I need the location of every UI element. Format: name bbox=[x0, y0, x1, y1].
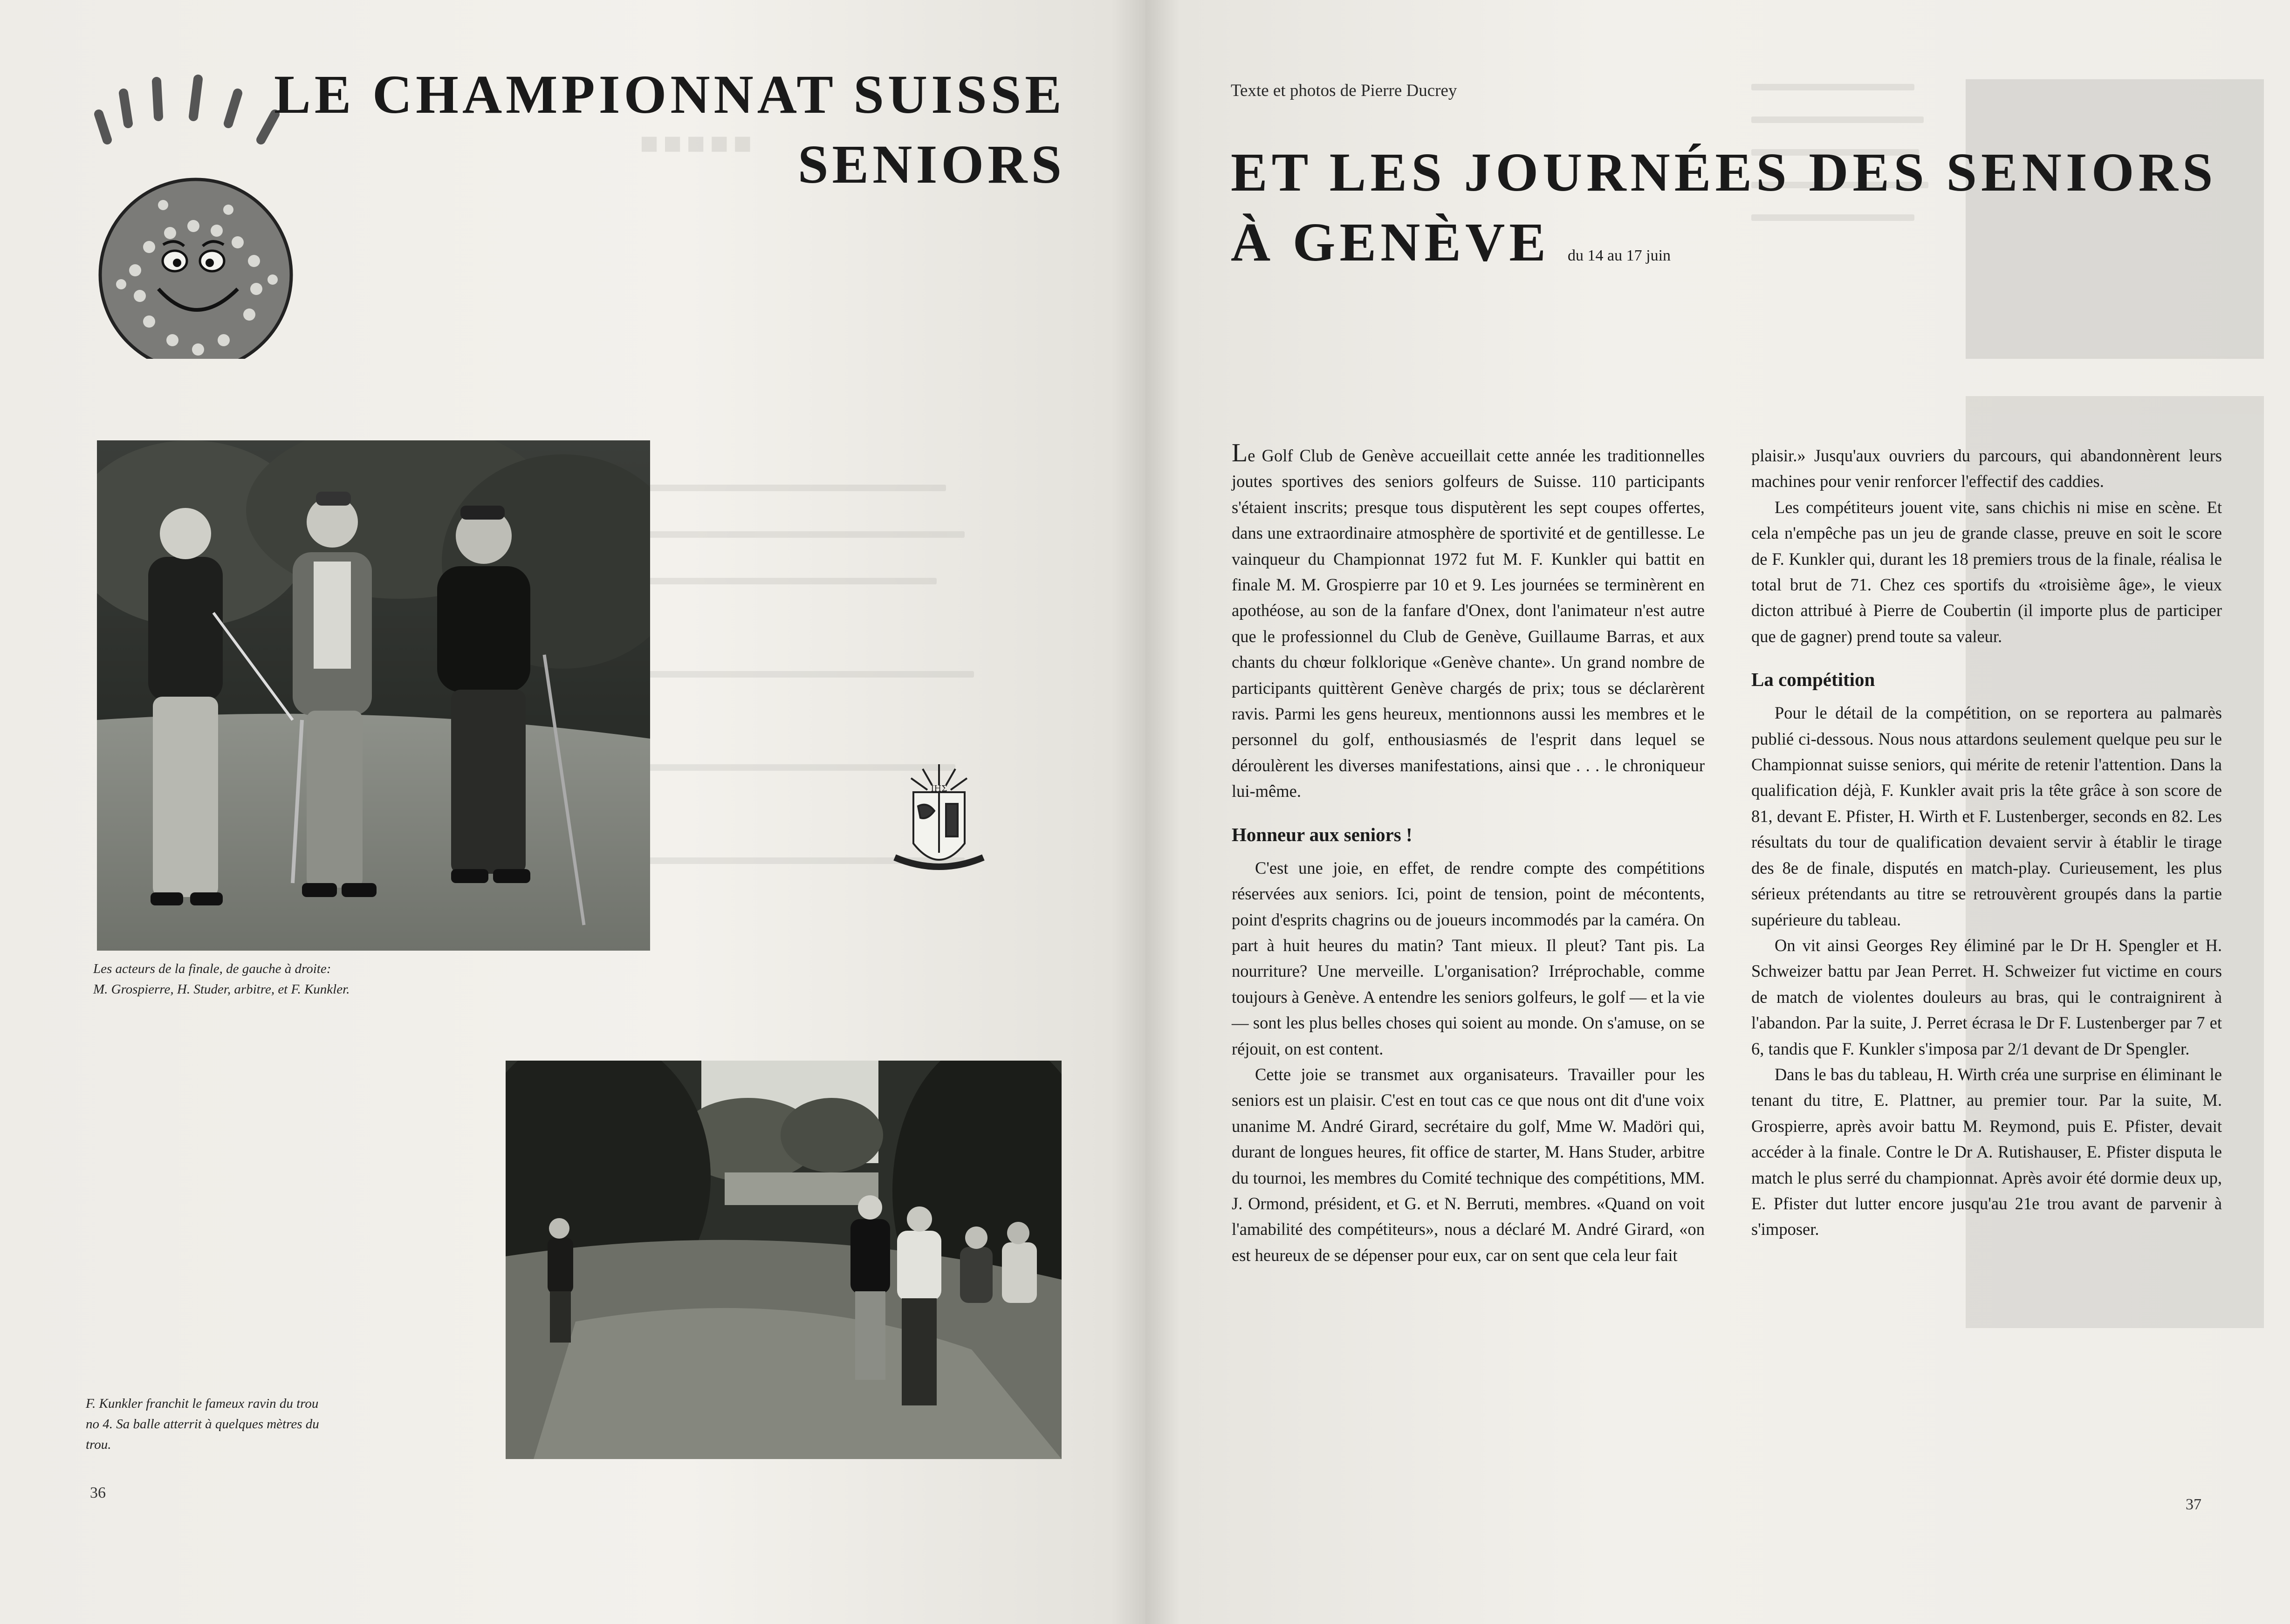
caption-ravine-line-2: no 4. Sa balle atterrit à quelques mètres du bbox=[86, 1417, 319, 1432]
paragraph: Dans le bas du tableau, H. Wirth créa une surprise en éliminant le tenant du titre, E. Plattner, au premier tour. Par la suite, M. Grospierre, après avoir battu M. Reymond, puis E. Pfister, devait accéder à la finale. Contre le Dr A. Rutishauser, E. Pfister disputa le match le plus serré du championnat. Après avoir été dormie deux up, E. Pfister dut lutter encore jusqu'au 21e trou avant de parvenir à s'imposer. bbox=[1751, 1064, 2222, 1239]
section-heading-honneur: Honneur aux seniors ! bbox=[1232, 823, 1412, 845]
page-title-right bbox=[1231, 137, 2217, 291]
title-line-2: SENIORS bbox=[797, 134, 1065, 195]
caption-finalists-line-1: Les acteurs de la finale, de gauche à droite: bbox=[93, 961, 331, 976]
paragraph: plaisir.» Jusqu'aux ouvriers du parcours, qui abandonnèrent leurs machines pour venir renforcer l'effectif des caddies. bbox=[1751, 446, 2222, 491]
paragraph: Les compétiteurs jouent vite, sans chichis ni mise en scène. Et cela n'empêche pas un jeu de grande classe, preuve en soit le score de F. Kunkler qui, durant les 18 premiers trous de la finale, réalisa le total brut de 71. Chez ces sportifs du «troisième âge», le vieux dicton attribué à Pierre de Coubertin (il importe plus de participer que de gagner) prend toute sa valeur. bbox=[1751, 497, 2222, 646]
title-line-2: À GENÈVE bbox=[1231, 212, 1550, 273]
photo-finalists bbox=[97, 440, 650, 951]
caption-finalists bbox=[93, 959, 652, 1000]
title-line-1: LE CHAMPIONNAT SUISSE bbox=[274, 64, 1065, 125]
title-line-1: ET LES JOURNÉES DES SENIORS bbox=[1231, 142, 2217, 203]
page-title-left bbox=[273, 60, 1065, 199]
geneva-coat-of-arms-icon bbox=[885, 760, 993, 885]
paragraph: C'est une joie, en effet, de rendre compte des compétitions réservées aux seniors. Ici, point de tension, point de mécontents, point d'esprits chagrins ou de joueurs incommodés par la caméra. On part à huit heures du matin? Tant mieux. Il pleut? Tant pis. La nourriture? Une merveille. L'organisation? Irréprochable, comme toujours à Genève. A entendre les seniors golfeurs, le golf — et la vie — sont les plus belles choses qui soient au monde. On s'amuse, on se réjouit, on est content. bbox=[1232, 858, 1705, 1058]
paragraph: Cette joie se transmet aux organisateurs. Travailler pour les seniors est un plaisir. C'est en tout cas ce que nous ont dit d'une voix unanime M. André Girard, secrétaire du golf, Mme W. Madöri qui, durant de longues heures, fit office de starter, M. Hans Studer, arbitre du tournoi, les membres du Comité technique des compétitions, MM. J. Ormond, président, et G. et N. Berruti, membres. «Quand on voit l'amabilité des compétiteurs», nous a déclaré M. André Girard, «on est heureux de se dépenser pour eux, car on sent que cela leur fait bbox=[1232, 1064, 1705, 1265]
section-heading-competition: La compétition bbox=[1751, 669, 1875, 691]
article-column-2 bbox=[1751, 443, 2222, 1242]
caption-ravine-line-1: F. Kunkler franchit le fameux ravin du trou bbox=[86, 1396, 319, 1411]
byline: Texte et photos de Pierre Ducrey bbox=[1231, 81, 1457, 100]
right-page bbox=[1145, 0, 2290, 1624]
page-number-right: 37 bbox=[2186, 1496, 2201, 1513]
caption-finalists-line-2: M. Grospierre, H. Studer, arbitre, et F. Kunkler. bbox=[93, 982, 350, 997]
svg-text:IHΣ: IHΣ bbox=[931, 784, 947, 794]
paragraph: Pour le détail de la compétition, on se reportera au palmarès publié ci-dessous. Nous nous attardons seulement quelque peu sur le Championnat suisse seniors, qui mérite de retenir l'attention. Dans la qualification déjà, F. Kunkler avait pris la tête grâce à son score de 81, devant E. Pfister, H. Wirth et F. Lustenberger, seconds en 82. Les résultats du tour de qualification devaient servir à établir le tirage des 8e de finale, disputés en match-play. Curieusement, les plus sérieux prétendants au titre se retrouvèrent groupés dans la partie supérieure du tableau. bbox=[1751, 703, 2222, 929]
paragraph: On vit ainsi Georges Rey éliminé par le Dr H. Spengler et H. Schweizer battu par Jean Perret. H. Schweizer fut victime en cours de match de violentes douleurs au bras, qui le contraignirent à l'abandon. Par la suite, J. Perret écrasa le Dr F. Lustenberger par 7 et 6, tandis que F. Kunkler s'imposa par 2/1 devant de Dr Spengler. bbox=[1751, 935, 2222, 1058]
intro-paragraph bbox=[1232, 439, 1705, 804]
caption-ravine-line-3: trou. bbox=[86, 1437, 111, 1452]
drop-cap: L bbox=[1232, 439, 1248, 467]
show-through: ▪▪▪▪▪ bbox=[583, 65, 1049, 1044]
article-column-1 bbox=[1232, 439, 1705, 1268]
intro-text: e Golf Club de Genève accueillait cette année les traditionnelles joutes sportives des seniors golfeurs de Suisse. 110 participants s'étaient inscrits; presque tous disputèrent les sept coupes offertes, dans une extraordinaire atmosphère de sportivité et de gentillesse. Le vainqueur du Championnat 1972 fut M. F. Kunkler qui battit en finale M. M. Grospierre par 10 et 9. Les journées se terminèrent en apothéose, au son de la fanfare d'Onex, dont l'animateur n'est autre que le professionnel du Club de Genève, Guillaume Barras, et aux chants du chœur folklorique «Genève chante». Un grand nombre de participants quittèrent Genève chargés de prix; tous se déclarèrent ravis. Parmi les gens heureux, mentionnons aussi les membres et le personnel du golf, enthousiasmés de l'esprit dans lequel se déroulèrent les diverses manifestations, ainsi que . . . le chroniqueur lui-même. bbox=[1232, 446, 1705, 801]
golf-ball-illustration bbox=[89, 70, 303, 359]
page-number-left: 36 bbox=[90, 1484, 106, 1501]
event-dates: du 14 au 17 juin bbox=[1568, 247, 1671, 264]
caption-ravine bbox=[86, 1393, 449, 1455]
photo-ravine bbox=[506, 1061, 1062, 1459]
